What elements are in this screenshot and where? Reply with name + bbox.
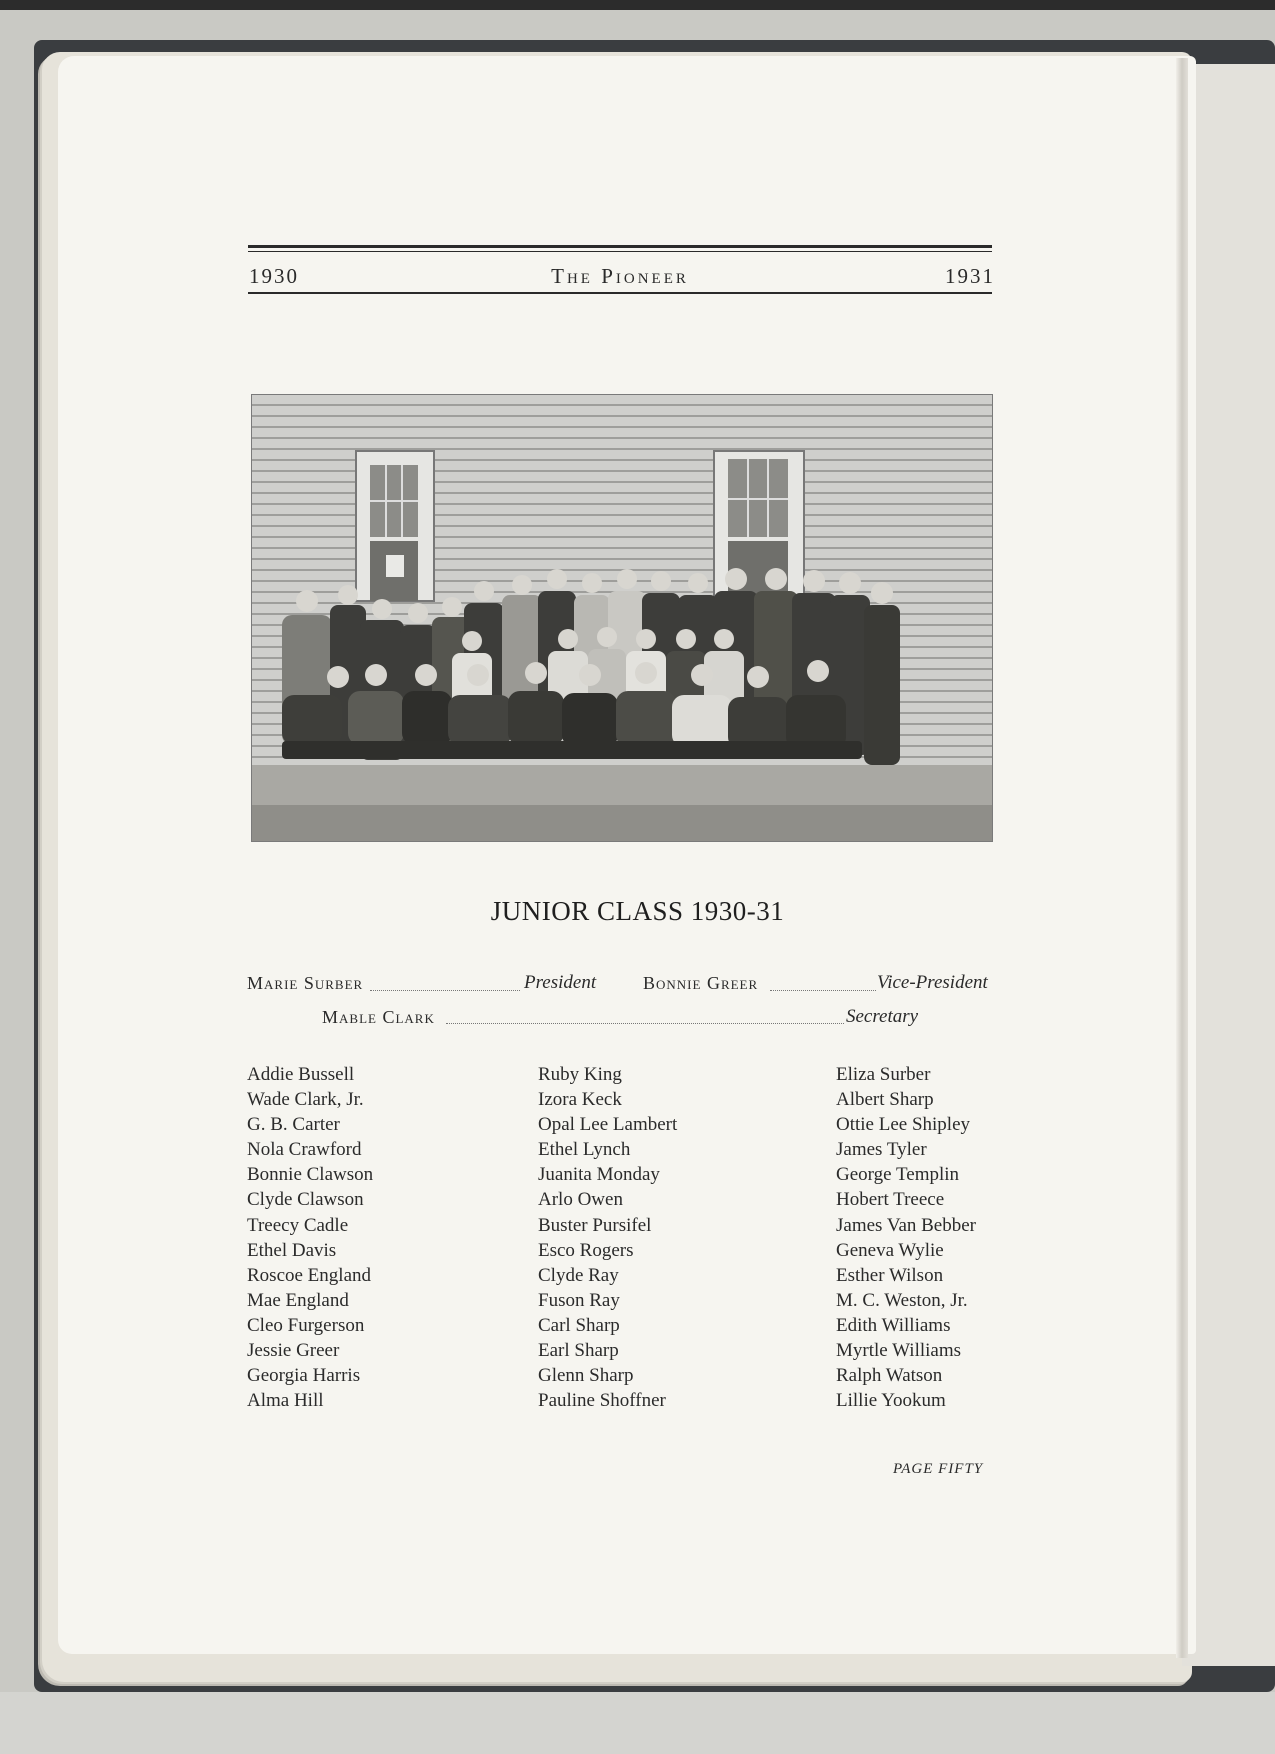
officer-secretary-role: Secretary bbox=[846, 1006, 919, 1027]
member-name: George Templin bbox=[836, 1164, 960, 1186]
class-photo bbox=[251, 394, 993, 842]
leader-dots bbox=[770, 990, 876, 991]
member-name: Ethel Lynch bbox=[538, 1139, 631, 1161]
officer-vice-president-role: Vice-President bbox=[877, 972, 988, 993]
member-name: Esco Rogers bbox=[538, 1239, 634, 1261]
scan-edge-top bbox=[0, 0, 1275, 10]
member-name: Eliza Surber bbox=[836, 1064, 931, 1085]
member-name: G. B. Carter bbox=[247, 1114, 340, 1136]
book-gutter bbox=[1176, 58, 1188, 1658]
scan-edge-bottom bbox=[0, 1692, 1275, 1754]
officer-president-name: Marie Surber bbox=[247, 973, 364, 993]
member-list-col2 bbox=[538, 1062, 677, 1413]
officer-secretary-name: Mable Clark bbox=[322, 1007, 435, 1027]
member-list-col3 bbox=[836, 1062, 976, 1413]
member-name: Arlo Owen bbox=[538, 1189, 623, 1211]
member-list-col1 bbox=[247, 1062, 373, 1413]
member-name: Izora Keck bbox=[538, 1089, 622, 1111]
member-name: Juanita Monday bbox=[538, 1164, 660, 1186]
member-name: Bonnie Clawson bbox=[247, 1164, 374, 1186]
header-rule-top-thick bbox=[248, 245, 992, 248]
member-name: Earl Sharp bbox=[538, 1340, 619, 1362]
yearbook-page bbox=[58, 56, 1196, 1654]
member-name: Hobert Treece bbox=[836, 1189, 945, 1211]
leader-dots bbox=[370, 990, 520, 991]
page-heading: JUNIOR CLASS 1930-31 bbox=[490, 896, 785, 926]
member-name: Clyde Clawson bbox=[247, 1189, 364, 1211]
member-name: Glenn Sharp bbox=[538, 1365, 634, 1387]
header-rule-top-thin bbox=[248, 251, 992, 252]
member-name: M. C. Weston, Jr. bbox=[836, 1289, 968, 1311]
member-name: Clyde Ray bbox=[538, 1264, 619, 1286]
member-name: Alma Hill bbox=[247, 1390, 324, 1412]
header-year-right: 1931 bbox=[945, 264, 995, 288]
member-name: Treecy Cadle bbox=[247, 1214, 349, 1236]
member-name: Myrtle Williams bbox=[836, 1340, 962, 1362]
header-title: The Pioneer bbox=[551, 264, 689, 288]
member-name: Esther Wilson bbox=[836, 1264, 944, 1286]
member-name: Albert Sharp bbox=[836, 1089, 934, 1111]
member-name: Jessie Greer bbox=[247, 1340, 340, 1362]
member-name: Carl Sharp bbox=[538, 1314, 620, 1336]
header-year-left: 1930 bbox=[249, 264, 299, 288]
member-name: Roscoe England bbox=[247, 1264, 372, 1286]
member-name: Ralph Watson bbox=[836, 1365, 943, 1387]
member-name: Wade Clark, Jr. bbox=[247, 1089, 364, 1111]
member-name: Ruby King bbox=[538, 1064, 622, 1085]
member-name: James Tyler bbox=[836, 1139, 927, 1161]
member-name: Ottie Lee Shipley bbox=[836, 1114, 971, 1136]
member-name: Buster Pursifel bbox=[538, 1214, 652, 1236]
member-name: Mae England bbox=[247, 1289, 349, 1311]
member-name: Geneva Wylie bbox=[836, 1239, 944, 1261]
class-photo-image bbox=[252, 395, 992, 841]
member-name: Cleo Furgerson bbox=[247, 1314, 365, 1336]
member-name: Georgia Harris bbox=[247, 1365, 361, 1387]
officer-vice-president-name: Bonnie Greer bbox=[643, 973, 759, 993]
member-name: Pauline Shoffner bbox=[538, 1390, 666, 1412]
member-name: Addie Bussell bbox=[247, 1064, 355, 1085]
page-number: PAGE FIFTY bbox=[893, 1461, 984, 1477]
header-rule-bottom bbox=[248, 292, 992, 294]
member-name: Opal Lee Lambert bbox=[538, 1114, 678, 1136]
member-name: Nola Crawford bbox=[247, 1139, 362, 1161]
leader-dots bbox=[446, 1023, 844, 1024]
member-name: Fuson Ray bbox=[538, 1289, 620, 1311]
member-name: Ethel Davis bbox=[247, 1239, 337, 1261]
officer-president-role: President bbox=[524, 972, 597, 993]
member-name: Lillie Yookum bbox=[836, 1390, 946, 1412]
member-name: Edith Williams bbox=[836, 1314, 951, 1336]
member-name: James Van Bebber bbox=[836, 1214, 977, 1236]
